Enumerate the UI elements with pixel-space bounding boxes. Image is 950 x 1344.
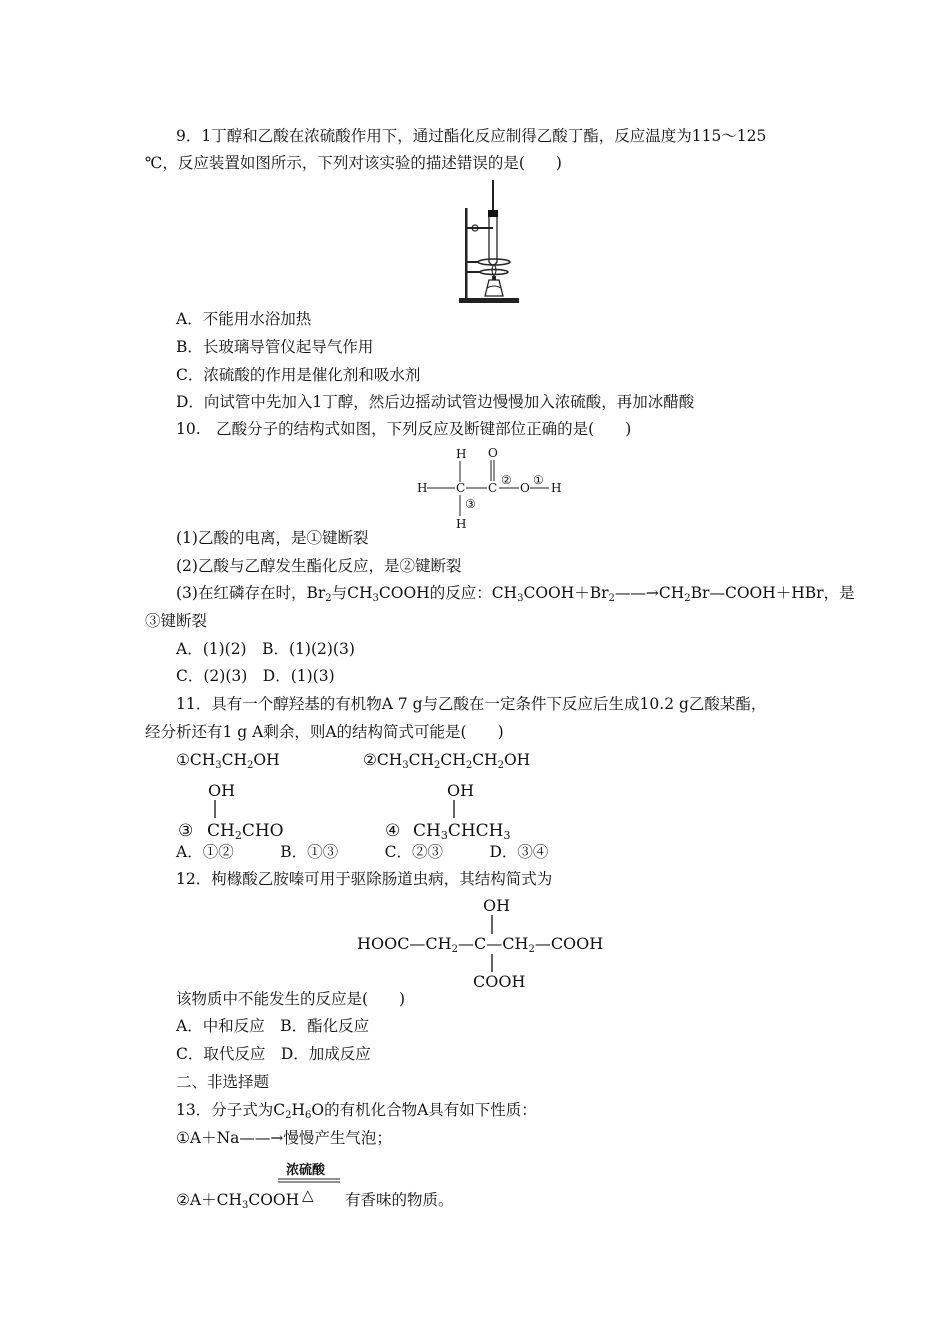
bond-label-1: ① xyxy=(533,473,544,487)
q12-question: 该物质中不能发生的反应是( ) xyxy=(176,990,406,1008)
q10-stem: 10. 乙酸分子的结构式如图，下列反应及断键部位正确的是( ) xyxy=(176,420,632,438)
atom-h-right: H xyxy=(551,481,562,495)
section-heading: 二、非选择题 xyxy=(176,1073,270,1091)
q13-property-2-result: 有香味的物质。 xyxy=(345,1191,454,1209)
q13-property-2: $②A+CH_3COOH$ xyxy=(176,1191,300,1211)
bond-label-2: ② xyxy=(501,473,512,487)
choice-number: ④ xyxy=(385,821,401,841)
svg-text:CH2CHO: CH2CHO xyxy=(207,821,284,842)
heat-symbol: △ xyxy=(302,1186,314,1204)
q11-choice-1: $①CH_3CH_2OH$ xyxy=(176,751,280,771)
atom-c-right: C xyxy=(488,481,498,495)
q9-stem-line2: ℃，反应装置如图所示，下列对该实验的描述错误的是( ) xyxy=(145,154,562,172)
q10-options-row2: C．(2)(3) D．(1)(3) xyxy=(176,667,335,685)
q13-property-1: ①A＋Na——→慢慢产生气泡； xyxy=(176,1129,392,1147)
q10-item-3-cont: ③键断裂 xyxy=(145,612,208,630)
q12-stem: 12．枸橼酸乙胺嗪可用于驱除肠道虫病，其结构简式为 xyxy=(176,870,553,888)
q9-option-b: B．长玻璃导管仪起导气作用 xyxy=(176,338,374,356)
atom-h-bottom: H xyxy=(456,517,467,531)
choice-number: ③ xyxy=(178,821,194,841)
reaction-condition-arrow xyxy=(276,1160,342,1206)
q9-option-c: C．浓硫酸的作用是催化剂和吸水剂 xyxy=(176,366,421,384)
q11-choice-3-structure xyxy=(178,780,298,842)
q11-stem-line2: 经分析还有1 g A剩余，则A的结构简式可能是( ) xyxy=(145,723,504,741)
q12-options-row2: C．取代反应 D．加成反应 xyxy=(176,1045,371,1063)
q9-stem-line1: 9．1丁醇和乙酸在浓硫酸作用下，通过酯化反应制得乙酸丁酯，反应温度为115～125 xyxy=(176,127,767,145)
atom-c-left: C xyxy=(456,481,466,495)
svg-text:HOOC—CH2—C—CH2—COOH: HOOC—CH2—C—CH2—COOH xyxy=(357,934,604,955)
atom-h-left: H xyxy=(417,481,428,495)
q10-options-row1: A．(1)(2) B．(1)(2)(3) xyxy=(176,640,355,658)
catalyst-label: 浓硫酸 xyxy=(286,1163,326,1178)
hydroxyl-label: OH xyxy=(208,781,236,800)
q12-options-row1: A．中和反应 B．酯化反应 xyxy=(176,1017,370,1035)
bond-label-3: ③ xyxy=(465,497,476,511)
q11-stem-line1: 11．具有一个醇羟基的有机物A 7 g与乙酸在一定条件下反应后生成10.2 g乙酸某酯， xyxy=(176,695,767,713)
q10-item-1: (1)乙酸的电离，是①键断裂 xyxy=(176,529,369,547)
hydroxyl-label: OH xyxy=(447,781,475,800)
q10-item-2: (2)乙酸与乙醇发生酯化反应，是②键断裂 xyxy=(176,557,462,575)
carboxyl-bottom: COOH xyxy=(473,972,526,991)
q11-choice-4-structure xyxy=(385,780,525,842)
q11-choice-2: $②CH_3CH_2CH_2CH_2OH$ xyxy=(363,751,531,771)
atom-h-top: H xyxy=(456,447,467,461)
q10-item-3: (3)在红磷存在时，$Br_2$与$CH_3COOH$的反应：$CH_3COOH+Br_2——\to CH_2Br—COOH+HBr$，是 xyxy=(176,584,855,604)
q11-options: A．①② B．①③ C．②③ D．③④ xyxy=(176,843,549,861)
atom-o-right: O xyxy=(520,481,530,495)
acetic-acid-structure xyxy=(415,444,575,532)
q13-stem: 13．分子式为$C_2H_6O$的有机化合物A具有如下性质： xyxy=(176,1101,537,1121)
apparatus-diagram xyxy=(455,180,525,308)
q12-structure xyxy=(355,894,635,990)
q9-option-a: A．不能用水浴加热 xyxy=(176,310,312,328)
q9-option-d: D．向试管中先加入1丁醇，然后边摇动试管边慢慢加入浓硫酸，再加冰醋酸 xyxy=(176,393,695,411)
hydroxyl-label: OH xyxy=(483,896,511,915)
svg-text:CH3CHCH3: CH3CHCH3 xyxy=(413,821,511,842)
atom-o-top: O xyxy=(488,446,498,460)
